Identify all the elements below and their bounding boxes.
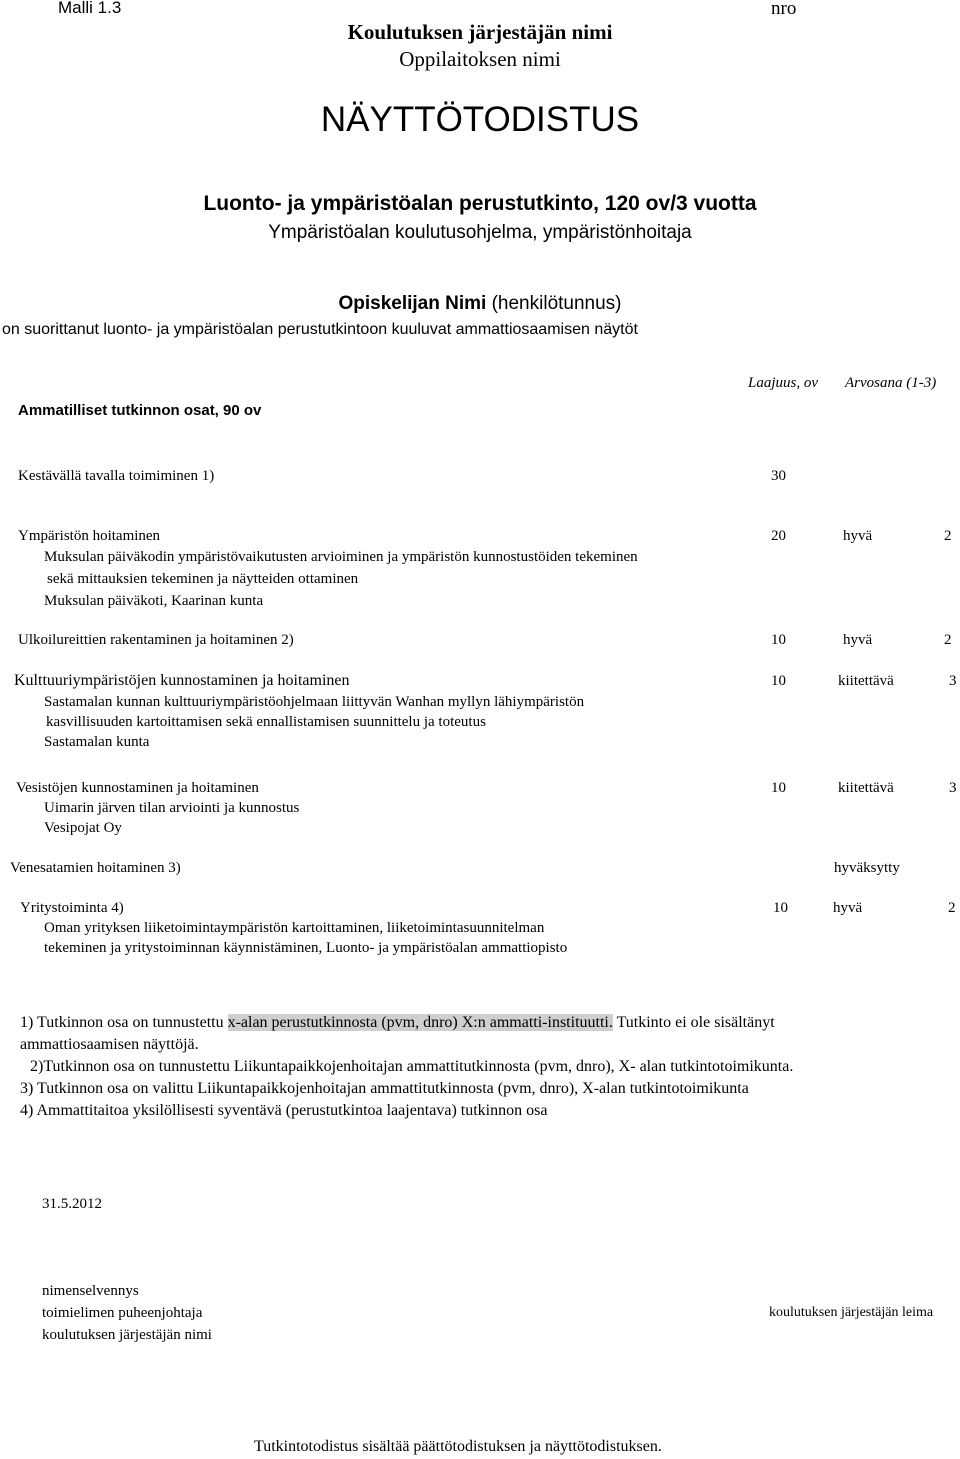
institution-name: Oppilaitoksen nimi <box>399 47 561 71</box>
footnote-1 <box>20 1015 775 1031</box>
footnote-1-highlight: x-alan perustutkinnosta (pvm, dnro) X:n ammatti-instituutti. <box>227 1014 613 1031</box>
degree-title: Luonto- ja ympäristöalan perustutkinto, 120 ov/3 vuotta <box>203 192 757 215</box>
column-header-scope: Laajuus, ov <box>748 375 819 391</box>
module-detail: Sastamalan kunta <box>44 734 150 750</box>
number-label: nro <box>771 0 797 19</box>
organizer-signature-name: koulutuksen järjestäjän nimi <box>42 1327 212 1343</box>
student-name: Opiskelijan Nimi <box>338 293 487 314</box>
module-detail: Vesipojat Oy <box>44 820 122 836</box>
module-name: Vesistöjen kunnostaminen ja hoitaminen <box>16 780 259 796</box>
module-detail: Uimarin järven tilan arviointi ja kunnostus <box>44 800 300 816</box>
footnote-2: 2)Tutkinnon osa on tunnustettu Liikuntapaikkojenhoitajan ammattitutkinnosta (pvm, dnro), X- alan tutkintotoimikunta. <box>30 1058 794 1075</box>
footnote-3: 3) Tutkinnon osa on valittu Liikuntapaikkojenhoitajan ammattitutkinnosta (pvm, dnro), X-alan tutkintotoimikunta <box>20 1080 749 1097</box>
module-detail: Muksulan päiväkodin ympäristövaikutusten arvioiminen ja ympäristön kunnostustöiden tekeminen <box>44 549 638 565</box>
page-title: NÄYTTÖTODISTUS <box>320 100 640 139</box>
completion-statement: on suorittanut luonto- ja ympäristöalan perustutkintoon kuuluvat ammattiosaamisen näytöt <box>2 321 638 338</box>
module-grade-text: hyvä <box>833 900 863 916</box>
footer-note: Tutkintotodistus sisältää päättötodistuksen ja näyttötodistuksen. <box>254 1438 662 1455</box>
module-name: Kestävällä tavalla toimiminen 1) <box>18 468 215 484</box>
student-line <box>0 294 960 313</box>
module-grade-text: kiitettävä <box>838 673 894 689</box>
section-title: Ammatilliset tutkinnon osat, 90 ov <box>18 402 262 419</box>
module-detail: Sastamalan kunnan kulttuuriympäristöohjelmaan liittyvän Wanhan myllyn lähiympäristön <box>44 694 585 710</box>
organizer-name: Koulutuksen järjestäjän nimi <box>347 20 613 44</box>
module-grade-number: 3 <box>949 673 957 689</box>
module-detail: sekä mittauksien tekeminen ja näytteiden ottaminen <box>47 571 359 587</box>
module-grade-number: 2 <box>948 900 956 916</box>
student-id: (henkilötunnus) <box>491 293 622 314</box>
module-scope: 10 <box>771 780 786 796</box>
module-grade-text: hyvä <box>843 632 873 648</box>
module-name: Venesatamien hoitaminen 3) <box>10 860 181 876</box>
module-grade-number: 2 <box>944 632 952 648</box>
module-detail: kasvillisuuden kartoittamisen sekä ennallistamisen suunnittelu ja toteutus <box>46 714 486 730</box>
module-detail: Muksulan päiväkoti, Kaarinan kunta <box>44 593 264 609</box>
module-scope: 10 <box>773 900 788 916</box>
programme-title: Ympäristöalan koulutusohjelma, ympäristönhoitaja <box>268 222 692 243</box>
module-scope: 10 <box>771 673 786 689</box>
module-grade-number: 3 <box>949 780 957 796</box>
chair-title: toimielimen puheenjohtaja <box>42 1305 203 1321</box>
module-grade-text: hyvä <box>843 528 873 544</box>
module-scope: 30 <box>771 468 786 484</box>
name-clarification: nimenselvennys <box>42 1283 139 1299</box>
module-name: Kulttuuriympäristöjen kunnostaminen ja hoitaminen <box>14 672 350 689</box>
template-label: Malli 1.3 <box>58 0 122 17</box>
footnote-1-suffix: Tutkinto ei ole sisältänyt <box>612 1014 775 1031</box>
module-name: Ympäristön hoitaminen <box>18 528 161 544</box>
module-grade-text: hyväksytty <box>834 860 900 876</box>
module-grade-number: 2 <box>944 528 952 544</box>
footnote-1-prefix: 1) Tutkinnon osa on tunnustettu <box>20 1014 228 1031</box>
module-scope: 10 <box>771 632 786 648</box>
module-grade-text: kiitettävä <box>838 780 894 796</box>
footnote-4: 4) Ammattitaitoa yksilöllisesti syventävä (perustutkintoa laajentava) tutkinnon osa <box>20 1102 548 1119</box>
module-name: Yritystoiminta 4) <box>20 900 124 916</box>
issue-date: 31.5.2012 <box>42 1196 102 1212</box>
footnote-1-line-2: ammattiosaamisen näyttöjä. <box>20 1036 199 1053</box>
column-header-grade: Arvosana (1-3) <box>845 375 937 391</box>
module-detail: tekeminen ja yritystoiminnan käynnistäminen, Luonto- ja ympäristöalan ammattiopisto <box>44 940 568 956</box>
module-scope: 20 <box>771 528 786 544</box>
seal-label: koulutuksen järjestäjän leima <box>769 1305 934 1320</box>
module-name: Ulkoilureittien rakentaminen ja hoitaminen 2) <box>18 632 294 648</box>
module-detail: Oman yrityksen liiketoimintaympäristön kartoittaminen, liiketoimintasuunnitelman <box>44 920 545 936</box>
